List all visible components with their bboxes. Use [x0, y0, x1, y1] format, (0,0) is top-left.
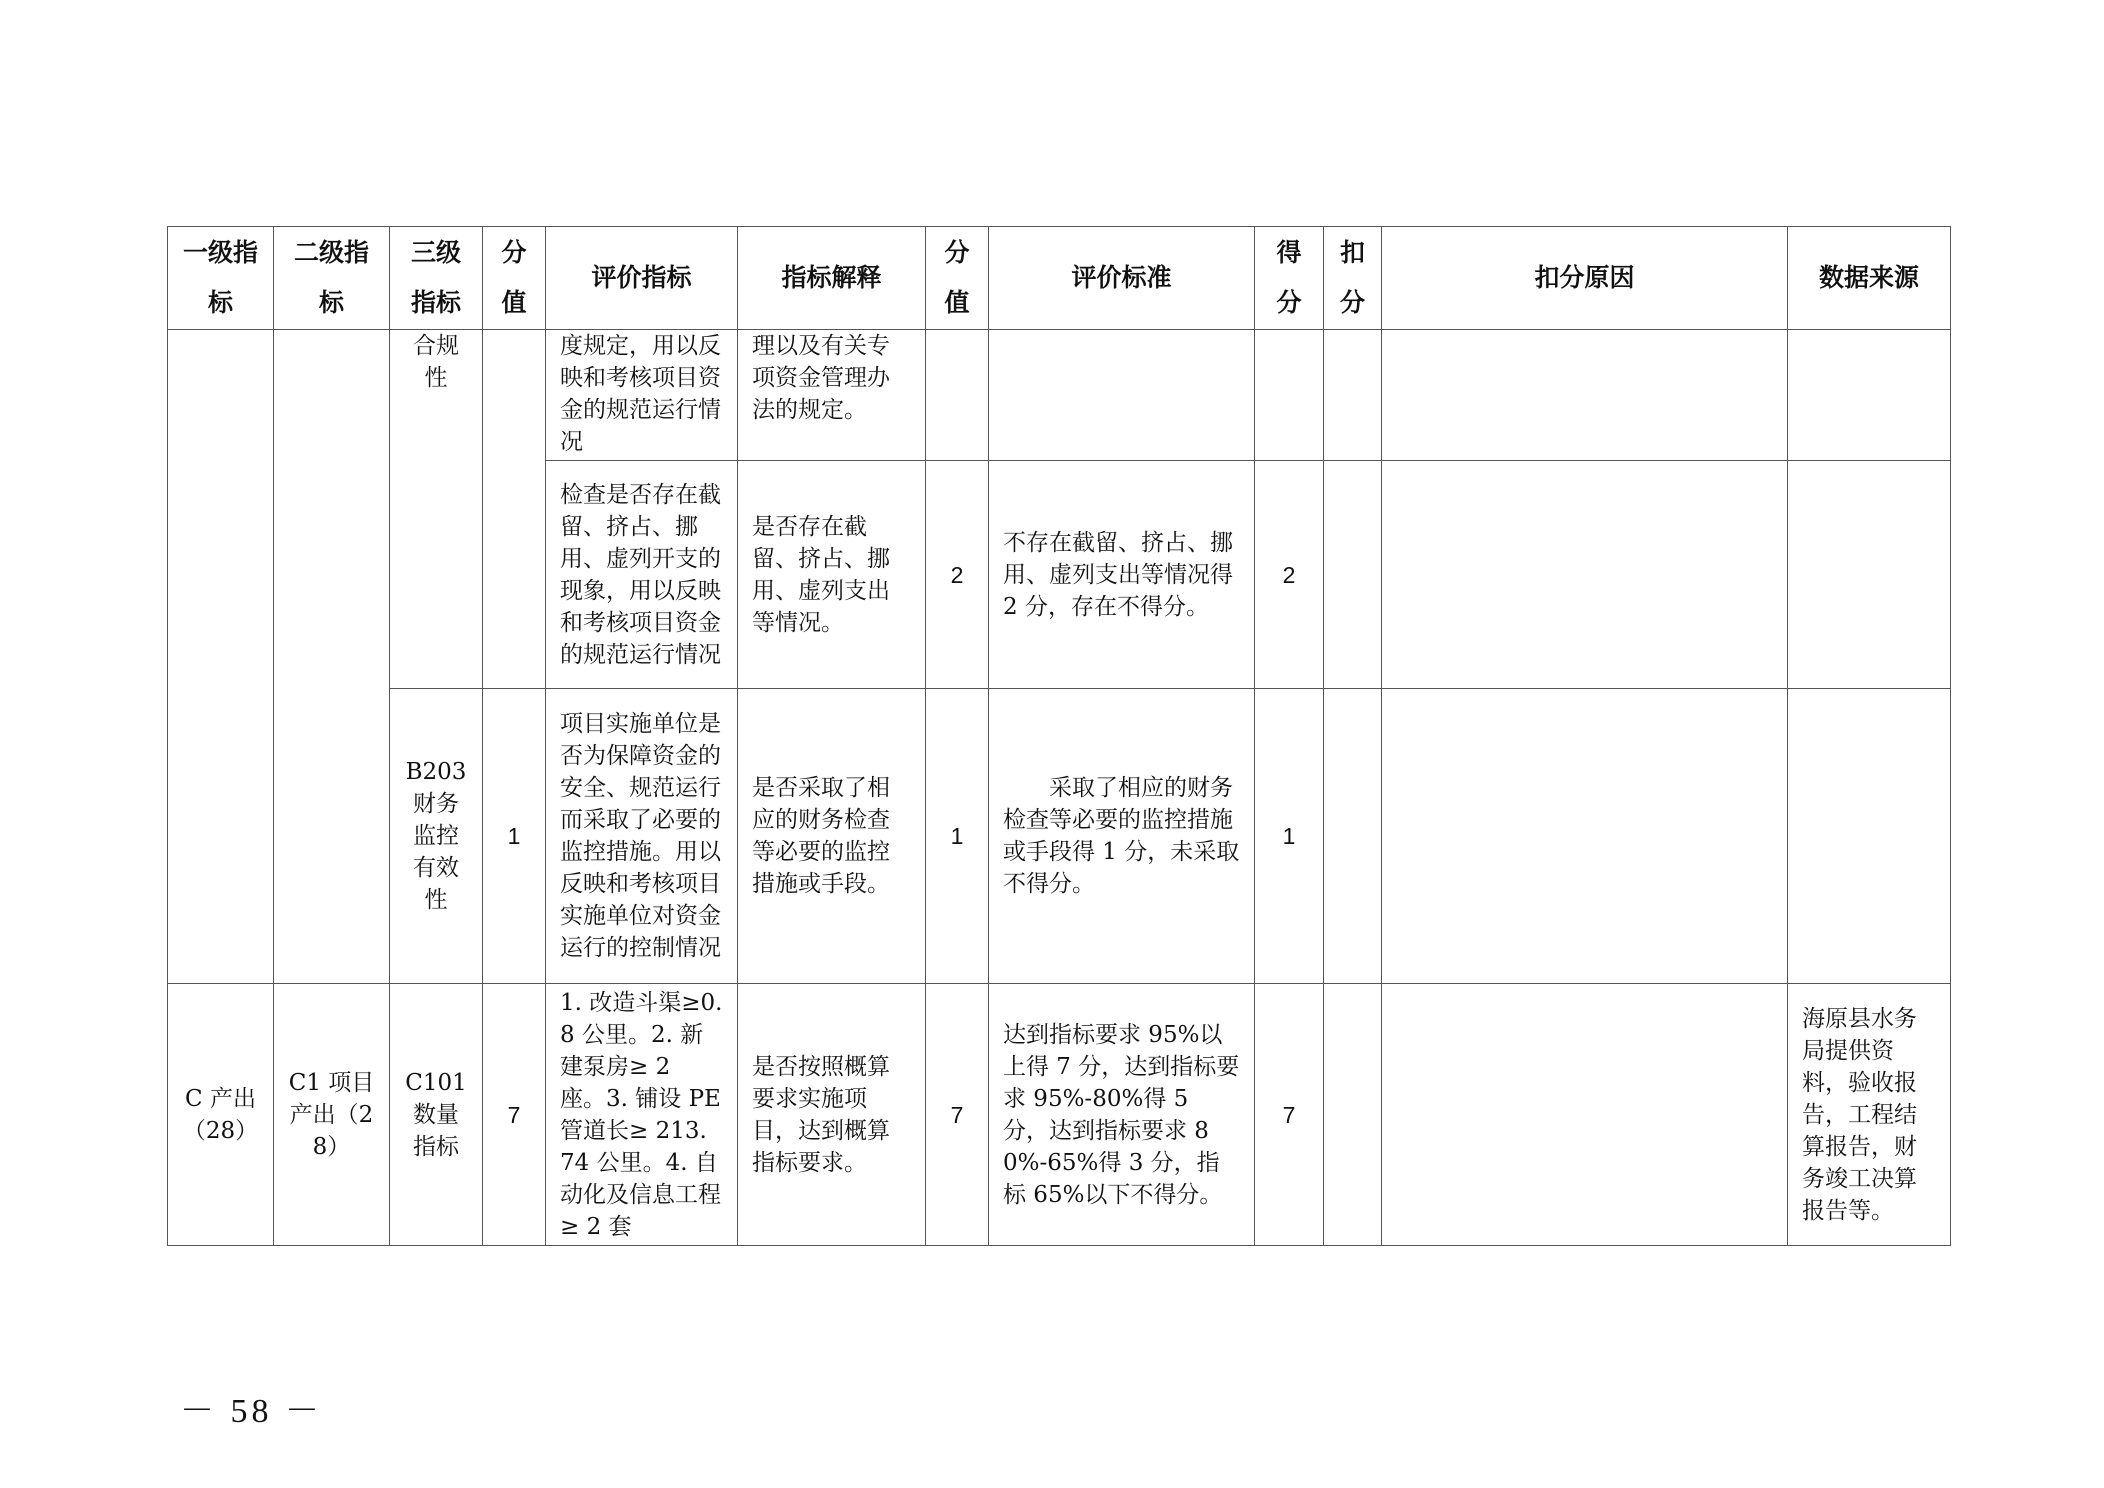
header-indicator: 评价指标 — [546, 227, 738, 330]
score-cell — [926, 330, 989, 461]
standard-cell — [989, 330, 1255, 461]
score-cell: 7 — [483, 984, 546, 1246]
deduction-cell — [1324, 689, 1382, 984]
indicator-cell: 检查是否存在截留、挤占、挪用、虚列开支的现象，用以反映和考核项目资金的规范运行情况 — [546, 461, 738, 689]
header-deduction-reason: 扣分原因 — [1382, 227, 1788, 330]
got-score-cell: 2 — [1255, 461, 1324, 689]
got-score-cell — [1255, 330, 1324, 461]
level3-cell: 合规性 — [390, 330, 483, 689]
data-source-cell — [1788, 461, 1951, 689]
indicator-cell: 1. 改造斗渠≥0. 8 公里。2. 新建泵房≥ 2 座。3. 铺设 PE 管道长≥ 213. 74 公里。4. 自动化及信息工程≥ 2 套 — [546, 984, 738, 1246]
header-deduction: 扣分 — [1324, 227, 1382, 330]
header-data-source: 数据来源 — [1788, 227, 1951, 330]
level2-cell — [274, 330, 390, 984]
explanation-cell: 是否按照概算要求实施项目，达到概算指标要求。 — [738, 984, 926, 1246]
header-standard: 评价标准 — [989, 227, 1255, 330]
score-cell: 2 — [926, 461, 989, 689]
level3-cell: C101 数量指标 — [390, 984, 483, 1246]
level2-cell: C1 项目产出（28） — [274, 984, 390, 1246]
standard-cell: 不存在截留、挤占、挪用、虚列支出等情况得 2 分，存在不得分。 — [989, 461, 1255, 689]
score-cell: 7 — [926, 984, 989, 1246]
standard-cell: 达到指标要求 95%以上得 7 分，达到指标要求 95%-80%得 5 分，达到指标要求 80%-65%得 3 分，指标 65%以下不得分。 — [989, 984, 1255, 1246]
header-level1: 一级指标 — [168, 227, 274, 330]
score-cell: 1 — [483, 689, 546, 984]
deduction-reason-cell — [1382, 689, 1788, 984]
standard-cell: 采取了相应的财务检查等必要的监控措施或手段得 1 分，未采取不得分。 — [989, 689, 1255, 984]
evaluation-table — [167, 226, 1951, 1246]
got-score-cell: 1 — [1255, 689, 1324, 984]
deduction-reason-cell — [1382, 984, 1788, 1246]
indicator-cell: 项目实施单位是否为保障资金的安全、规范运行而采取了必要的监控措施。用以反映和考核项目实施单位对资金运行的控制情况 — [546, 689, 738, 984]
explanation-cell: 是否采取了相应的财务检查等必要的监控措施或手段。 — [738, 689, 926, 984]
indicator-cell: 度规定，用以反映和考核项目资金的规范运行情况 — [546, 330, 738, 461]
score-cell — [483, 330, 546, 689]
level1-cell — [168, 330, 274, 984]
deduction-cell — [1324, 461, 1382, 689]
page-number: － 58 － — [180, 1393, 323, 1430]
explanation-cell: 理以及有关专项资金管理办法的规定。 — [738, 330, 926, 461]
score-cell: 1 — [926, 689, 989, 984]
table-row — [168, 330, 1951, 461]
deduction-reason-cell — [1382, 461, 1788, 689]
data-source-cell — [1788, 330, 1951, 461]
explanation-cell: 是否存在截留、挤占、挪用、虚列支出等情况。 — [738, 461, 926, 689]
header-level3: 三级指标 — [390, 227, 483, 330]
level3-cell: B203 财务监控有效性 — [390, 689, 483, 984]
got-score-cell: 7 — [1255, 984, 1324, 1246]
deduction-cell — [1324, 984, 1382, 1246]
header-score: 分值 — [483, 227, 546, 330]
table-row — [168, 984, 1951, 1246]
data-source-cell — [1788, 689, 1951, 984]
deduction-cell — [1324, 330, 1382, 461]
data-source-cell: 海原县水务局提供资料，验收报告，工程结算报告，财务竣工决算报告等。 — [1788, 984, 1951, 1246]
header-level2: 二级指标 — [274, 227, 390, 330]
level1-cell: C 产出（28） — [168, 984, 274, 1246]
deduction-reason-cell — [1382, 330, 1788, 461]
table-row — [168, 689, 1951, 984]
header-row — [168, 227, 1951, 330]
header-score-2: 分值 — [926, 227, 989, 330]
header-explanation: 指标解释 — [738, 227, 926, 330]
header-got-score: 得分 — [1255, 227, 1324, 330]
